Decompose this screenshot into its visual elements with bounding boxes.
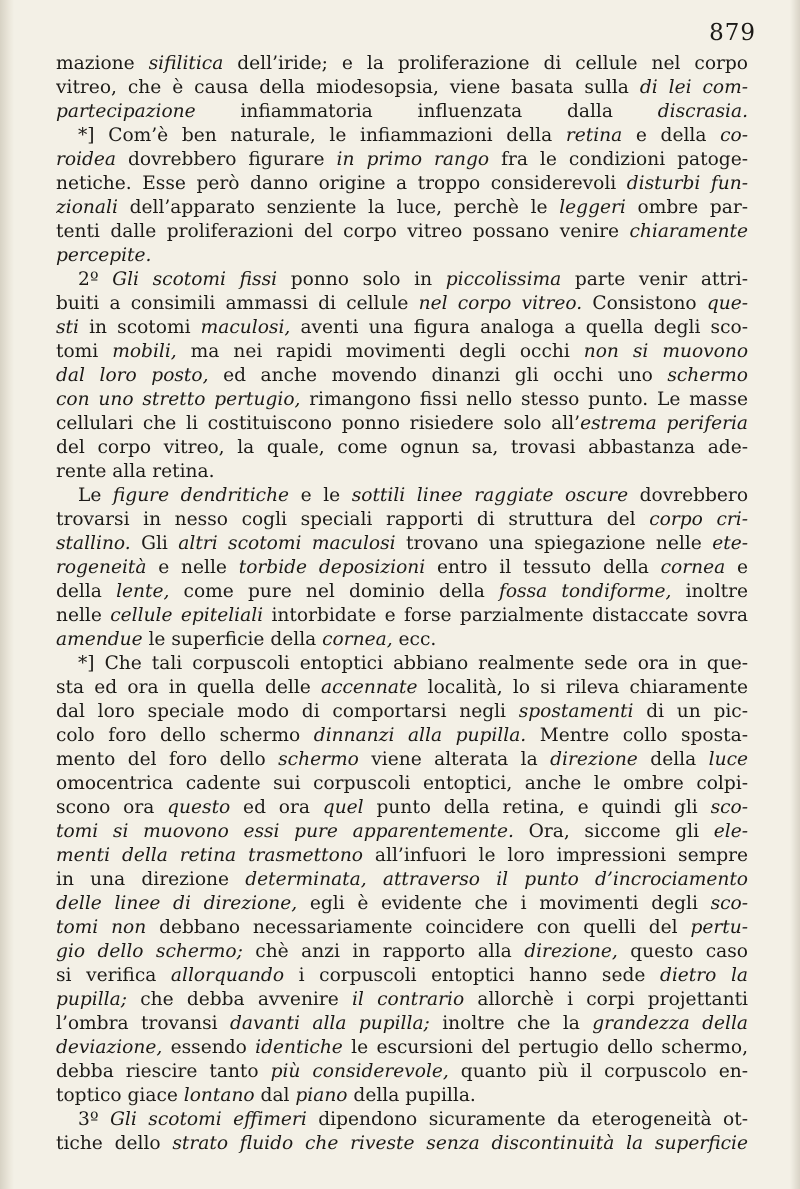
- text-run: dovrebbero figurare: [116, 149, 337, 170]
- text-line: [56, 940, 748, 964]
- text-run: della: [56, 581, 117, 602]
- text-line: [56, 604, 748, 628]
- text-run: ed ora: [230, 797, 323, 818]
- text-line: [56, 268, 748, 292]
- italic-run: cellule epiteliali: [110, 605, 264, 626]
- italic-run: quel: [322, 797, 364, 818]
- text-run: Gli: [130, 533, 179, 554]
- italic-run: il contrario: [351, 989, 465, 1010]
- text-run: mento del foro dello: [56, 749, 279, 770]
- text-line: [56, 844, 748, 868]
- text-line: [56, 700, 748, 724]
- body-text: [56, 52, 748, 1156]
- italic-run: schermo: [278, 749, 359, 770]
- italic-run: fossa tondiforme,: [498, 581, 672, 602]
- text-run: sta ed ora in quella delle: [56, 677, 322, 698]
- italic-run: discrasia.: [657, 101, 748, 122]
- text-run: rente alla retina.: [56, 461, 215, 482]
- text-run: che debba avvenire: [126, 989, 352, 1010]
- italic-run: sifilitica: [148, 53, 224, 74]
- italic-run: nel corpo vitreo.: [418, 293, 583, 314]
- text-run: l’ombra trovansi: [56, 1013, 230, 1034]
- text-run: omocentrica cadente sui corpuscoli entoptici, anche le ombre colpi-: [56, 773, 748, 794]
- italic-run: piccolissima: [445, 269, 562, 290]
- italic-run: ele-: [713, 821, 748, 842]
- text-run: entro il tessuto della: [425, 557, 661, 578]
- text-line: [56, 124, 748, 148]
- text-run: Consistono: [582, 293, 707, 314]
- text-line: [56, 580, 748, 604]
- text-run: intorbidate e forse parzialmente distaccate sovra: [263, 605, 748, 626]
- text-run: quanto più il corpuscolo en-: [448, 1061, 748, 1082]
- text-run: scono ora: [56, 797, 168, 818]
- text-line: [56, 1012, 748, 1036]
- text-run: ed anche movendo dinanzi gli occhi uno: [208, 365, 668, 386]
- italic-run: zionali: [56, 197, 118, 218]
- text-run: Ora, siccome gli: [513, 821, 714, 842]
- text-run: aventi una figura analoga a quella degli sco-: [290, 317, 748, 338]
- italic-run: partecipazione: [56, 101, 196, 122]
- italic-run: lente,: [116, 581, 170, 602]
- text-line: [56, 316, 748, 340]
- italic-run: dietro la: [659, 965, 748, 986]
- text-line: [56, 220, 748, 244]
- text-run: dell’apparato senziente la luce, perchè le: [117, 197, 560, 218]
- text-run: viene alterata la: [358, 749, 551, 770]
- text-run: tomi: [56, 341, 113, 362]
- italic-run: co-: [720, 125, 748, 146]
- text-line: [56, 388, 748, 412]
- text-line: [56, 892, 748, 916]
- italic-run: strato fluido che riveste senza discontinuità la superficie: [172, 1133, 748, 1154]
- italic-run: altri scotomi maculosi: [178, 533, 396, 554]
- text-run: tenti dalle proliferazioni del corpo vitreo possano venire: [56, 221, 630, 242]
- text-run: della: [637, 749, 709, 770]
- text-run: dal loro speciale modo di comportarsi negli: [56, 701, 519, 722]
- text-run: essendo: [162, 1037, 256, 1058]
- italic-run: questo: [167, 797, 231, 818]
- text-run: trovano una spiegazione nelle: [395, 533, 713, 554]
- text-line: [56, 412, 748, 436]
- text-run: dal: [254, 1085, 296, 1106]
- italic-run: percepite.: [56, 245, 152, 266]
- text-line: [56, 1108, 748, 1132]
- text-run: ombre par-: [625, 197, 748, 218]
- italic-run: pupilla;: [56, 989, 127, 1010]
- text-line: [56, 436, 748, 460]
- text-line: [56, 76, 748, 100]
- text-run: località, lo si rileva chiaramente: [417, 677, 748, 698]
- text-run: i corpuscoli entoptici hanno sede: [284, 965, 660, 986]
- italic-run: di lei com-: [639, 77, 748, 98]
- italic-run: allorquando: [170, 965, 285, 986]
- italic-run: cornea: [660, 557, 726, 578]
- italic-run: dinnanzi alla pupilla.: [313, 725, 527, 746]
- text-run: chè anzi in rapporto alla: [242, 941, 525, 962]
- text-line: [56, 964, 748, 988]
- text-run: in scotomi: [78, 317, 201, 338]
- text-line: [56, 196, 748, 220]
- text-run: dovrebbero: [628, 485, 748, 506]
- italic-run: direzione,: [524, 941, 618, 962]
- text-run: le superficie della: [142, 629, 323, 650]
- italic-run: que-: [706, 293, 748, 314]
- text-line: [56, 556, 748, 580]
- text-run: di un pic-: [633, 701, 748, 722]
- text-run: in una direzione: [56, 869, 246, 890]
- italic-run: maculosi,: [200, 317, 291, 338]
- text-run: buiti a consimili ammassi di cellule: [56, 293, 419, 314]
- text-run: e nelle: [146, 557, 239, 578]
- italic-run: amendue: [56, 629, 143, 650]
- text-run: inoltre che la: [429, 1013, 593, 1034]
- italic-run: sottili linee raggiate oscure: [351, 485, 629, 506]
- text-run: ma nei rapidi movimenti degli occhi: [176, 341, 584, 362]
- text-line: [56, 652, 748, 676]
- text-run: punto della retina, e quindi gli: [363, 797, 711, 818]
- text-run: allorchè i corpi projettanti: [464, 989, 748, 1010]
- italic-run: rogeneità: [56, 557, 147, 578]
- text-run: della pupilla.: [347, 1085, 476, 1106]
- italic-run: Gli scotomi fissi: [112, 269, 278, 290]
- text-run: netiche. Esse però danno origine a troppo considerevoli: [56, 173, 627, 194]
- italic-run: tomi si muovono essi pure apparentemente.: [56, 821, 514, 842]
- text-run: all’infuori le loro impressioni sempre: [363, 845, 748, 866]
- text-run: parte venir attri-: [561, 269, 748, 290]
- text-run: questo caso: [617, 941, 748, 962]
- italic-run: non si muovono: [583, 341, 748, 362]
- italic-run: con uno stretto pertugio,: [56, 389, 301, 410]
- text-line: [56, 988, 748, 1012]
- italic-run: figure dendritiche: [112, 485, 290, 506]
- text-line: [56, 748, 748, 772]
- text-run: ponno solo in: [277, 269, 446, 290]
- italic-run: determinata,: [245, 869, 367, 890]
- text-run: dell’iride; e la proliferazione di cellule nel corpo: [223, 53, 748, 74]
- text-run: toptico giace: [56, 1085, 184, 1106]
- text-run: fra le condizioni patoge-: [489, 149, 748, 170]
- italic-run: tomi non: [56, 917, 147, 938]
- text-run: colo foro dello schermo: [56, 725, 314, 746]
- italic-run: retina: [565, 125, 623, 146]
- italic-run: dal loro posto,: [56, 365, 209, 386]
- italic-run: torbide deposizioni: [238, 557, 426, 578]
- text-run: egli è evidente che i movimenti degli: [297, 893, 711, 914]
- italic-run: gio dello schermo;: [56, 941, 243, 962]
- italic-run: deviazione,: [56, 1037, 163, 1058]
- text-run: 2º: [78, 269, 113, 290]
- text-run: debbano necessariamente coincidere con quelli del: [146, 917, 691, 938]
- italic-run: sti: [56, 317, 79, 338]
- text-line: [56, 484, 748, 508]
- italic-run: sco-: [710, 797, 748, 818]
- text-run: Le: [78, 485, 113, 506]
- text-run: *] Com’è ben naturale, le infiammazioni della: [78, 125, 566, 146]
- italic-run: mobili,: [112, 341, 177, 362]
- text-line: [56, 1132, 748, 1156]
- text-line: [56, 148, 748, 172]
- italic-run: corpo cri-: [649, 509, 748, 530]
- italic-run: luce: [708, 749, 748, 770]
- text-run: 3º: [78, 1109, 111, 1130]
- italic-run: piano: [295, 1085, 348, 1106]
- italic-run: delle linee di direzione,: [56, 893, 298, 914]
- text-line: [56, 1036, 748, 1060]
- italic-run: Gli scotomi effimeri: [110, 1109, 307, 1130]
- text-run: *] Che tali corpuscoli entoptici abbiano realmente sede ora in que-: [78, 653, 748, 674]
- text-line: [56, 52, 748, 76]
- italic-run: stallino.: [56, 533, 131, 554]
- text-run: rimangono fissi nello stesso punto. Le masse: [300, 389, 748, 410]
- text-line: [56, 244, 748, 268]
- text-run: vitreo, che è causa della miodesopsia, viene basata sulla: [56, 77, 640, 98]
- italic-run: in primo rango: [336, 149, 490, 170]
- italic-run: menti della retina trasmettono: [56, 845, 363, 866]
- text-line: [56, 820, 748, 844]
- text-run: tiche dello: [56, 1133, 173, 1154]
- text-run: [367, 869, 383, 890]
- text-run: ecc.: [392, 629, 437, 650]
- italic-run: più considerevole,: [270, 1061, 449, 1082]
- text-run: dipendono sicuramente da eterogeneità ot-: [306, 1109, 748, 1130]
- text-run: e: [725, 557, 748, 578]
- italic-run: spostamenti: [518, 701, 634, 722]
- text-line: [56, 340, 748, 364]
- italic-run: direzione: [550, 749, 638, 770]
- text-line: [56, 676, 748, 700]
- text-run: come pure nel dominio della: [169, 581, 499, 602]
- text-run: cellulari che li costituiscono ponno risiedere solo all’: [56, 413, 581, 434]
- text-run: e della: [622, 125, 721, 146]
- text-line: [56, 172, 748, 196]
- italic-run: disturbi fun-: [626, 173, 748, 194]
- text-line: [56, 724, 748, 748]
- italic-run: accennate: [321, 677, 418, 698]
- text-line: [56, 868, 748, 892]
- text-run: nelle: [56, 605, 111, 626]
- text-line: [56, 508, 748, 532]
- text-run: trovarsi in nesso cogli speciali rapporti di struttura del: [56, 509, 650, 530]
- italic-run: identiche: [255, 1037, 343, 1058]
- text-line: [56, 916, 748, 940]
- italic-run: attraverso il punto d’incrociamento: [382, 869, 748, 890]
- text-run: le escursioni del pertugio dello schermo,: [342, 1037, 748, 1058]
- italic-run: lontano: [183, 1085, 255, 1106]
- text-run: mazione: [56, 53, 149, 74]
- text-line: [56, 364, 748, 388]
- italic-run: sco-: [710, 893, 748, 914]
- italic-run: ete-: [712, 533, 748, 554]
- text-run: infiammatoria influenzata dalla: [195, 101, 658, 122]
- italic-run: chiaramente: [629, 221, 748, 242]
- page-number: 879: [709, 20, 756, 46]
- italic-run: grandezza della: [592, 1013, 748, 1034]
- text-line: [56, 1084, 748, 1108]
- italic-run: leggeri: [559, 197, 626, 218]
- italic-run: schermo: [667, 365, 748, 386]
- italic-run: roidea: [56, 149, 117, 170]
- italic-run: estrema periferia: [580, 413, 748, 434]
- italic-run: davanti alla pupilla;: [229, 1013, 430, 1034]
- text-line: [56, 796, 748, 820]
- text-line: [56, 772, 748, 796]
- italic-run: cornea,: [322, 629, 393, 650]
- text-run: e le: [289, 485, 352, 506]
- text-run: debba riescire tanto: [56, 1061, 271, 1082]
- text-line: [56, 532, 748, 556]
- text-line: [56, 100, 748, 124]
- text-line: [56, 1060, 748, 1084]
- text-run: del corpo vitreo, la quale, come ognun sa, trovasi abbastanza ade-: [56, 437, 748, 458]
- text-run: si verifica: [56, 965, 171, 986]
- page-binding-edge: [0, 0, 14, 1189]
- text-line: [56, 628, 748, 652]
- text-line: [56, 292, 748, 316]
- page-outer-edge: [790, 0, 800, 1189]
- text-run: inoltre: [671, 581, 748, 602]
- text-line: [56, 460, 748, 484]
- text-run: Mentre collo sposta-: [526, 725, 748, 746]
- italic-run: pertu-: [690, 917, 748, 938]
